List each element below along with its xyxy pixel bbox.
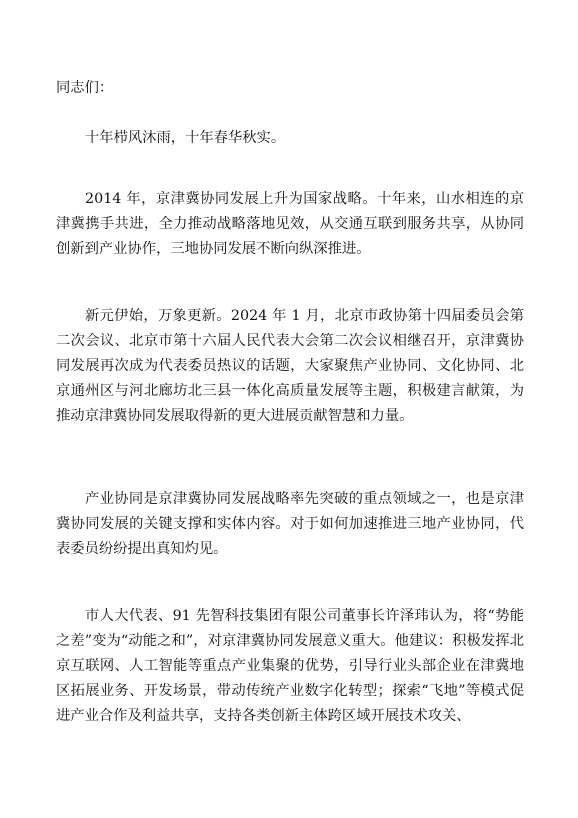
paragraph-1: 十年栉风沐雨，十年春华秋实。: [85, 130, 286, 146]
paragraph-4: 产业协同是京津冀协同发展战略率先突破的重点领域之一，也是京津冀协同发展的关键支撑和实体内容。对于如何加速推进三地产业协同，代表委员纷纷提出真知灼见。: [56, 491, 524, 557]
salutation: 同志们：: [56, 80, 114, 96]
paragraph-5: 市人大代表、91 先智科技集团有限公司董事长许泽玮认为，将“势能之差”变为“动能之和”，对京津冀协同发展意义重大。他建议：积极发挥北京互联网、人工智能等重点产业集聚的优势，引导行业头部企业在津冀地区拓展业务、开发场景，带动传统产业数字化转型；探索“飞地”等模式促进产业合作及利益共享，支持各类创新主体跨区域开展技术攻关、: [56, 608, 524, 724]
paragraph-2: 2014 年，京津冀协同发展上升为国家战略。十年来，山水相连的京津冀携手共进，全力推动战略落地见效，从交通互联到服务共享，从协同创新到产业协作，三地协同发展不断向纵深推进。: [56, 191, 524, 257]
paragraph-3: 新元伊始，万象更新。2024 年 1 月，北京市政协第十四届委员会第二次会议、北京市第十六届人民代表大会第二次会议相继召开，京津冀协同发展再次成为代表委员热议的话题，大家聚焦产业协同、文化协同、北京通州区与河北廊坊北三县一体化高质量发展等主题，积极建言献策，为推动京津冀协同发展取得新的更大进展贡献智慧和力量。: [56, 308, 524, 424]
